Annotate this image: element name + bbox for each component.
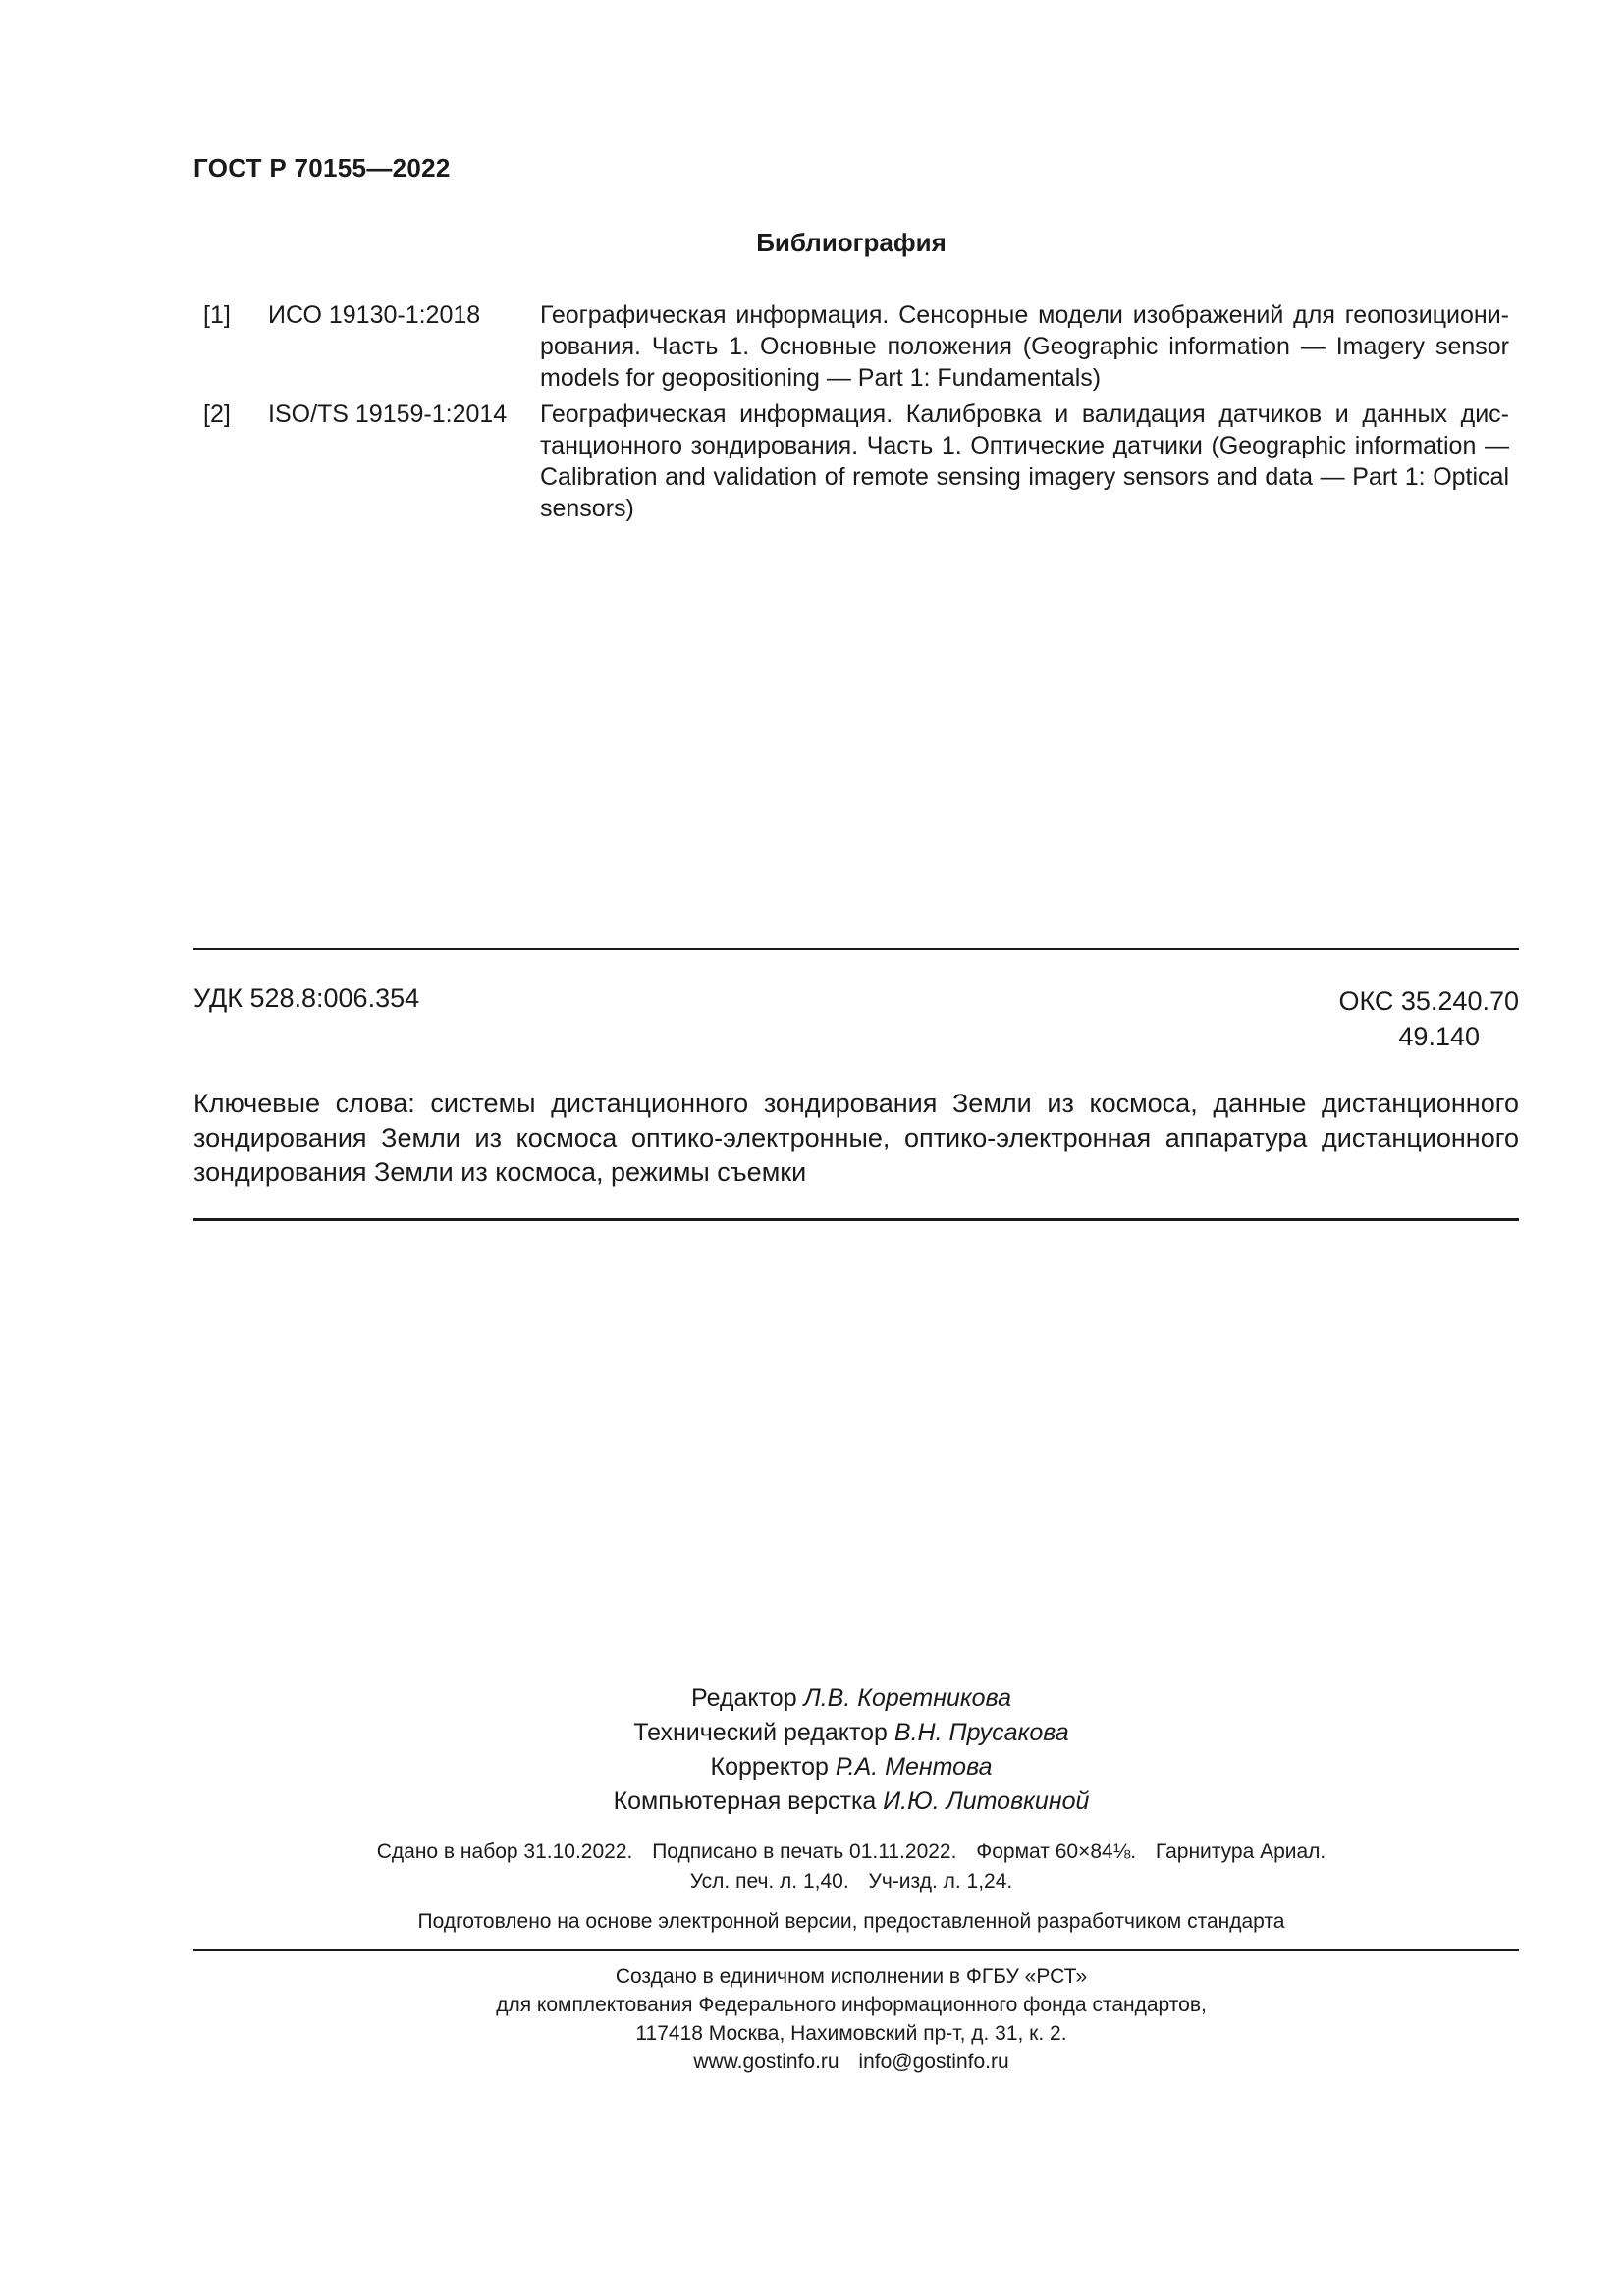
entry-title-line: models for geopositioning — Part 1: Fundamentals) [540,364,1102,392]
print-sheets: Усл. печ. л. 1,40. [689,1870,849,1893]
entry-number: [2] [203,400,231,428]
print-info-line [79,1838,1624,1867]
footer [0,1962,1624,2076]
publication-sheets: Уч-изд. л. 1,24. [868,1870,1013,1893]
oks-codes [1338,984,1519,1054]
entry-title-line: рования. Часть 1. Основные положения (Geographic information — Imagery sensor [540,333,1509,360]
keywords-line: зондирования Земли из космоса, режимы съемки [193,1157,807,1187]
credit-role: Технический редактор [633,1719,888,1746]
paper-format: Формат 60×84⅛. [976,1841,1137,1863]
document-code: ГОСТ Р 70155—2022 [193,153,451,183]
udk-code: УДК 528.8:006.354 [193,984,420,1013]
entry-title-line: танционного зондирования. Часть 1. Оптические датчики (Geographic information — [540,432,1509,459]
credit-role: Редактор [691,1684,797,1712]
credit-line [79,1716,1624,1750]
prepared-note: Подготовлено на основе электронной версии, предоставленной разработчиком стандарта [417,1910,1285,1933]
footer-line: Создано в единичном исполнении в ФГБУ «РСТ» [615,1965,1088,1988]
credit-role: Компьютерная верстка [613,1788,877,1815]
email-link[interactable]: info@gostinfo.ru [858,2051,1009,2073]
credit-line [79,1785,1624,1819]
credit-name: В.Н. Прусакова [893,1719,1069,1746]
entry-number: [1] [203,301,231,329]
bibliography-title: Библиография [756,228,947,257]
bibliography-entry [203,299,1509,398]
divider-top [193,948,1519,950]
entry-title-line: Географическая информация. Сенсорные модели изображений для геопозициони- [540,301,1509,329]
credit-line [79,1682,1624,1716]
signed-date: Подписано в печать 01.11.2022. [652,1841,957,1863]
keywords [193,1087,1519,1190]
credit-name: И.Ю. Литовкиной [883,1788,1090,1815]
credit-name: Р.А. Ментова [835,1753,993,1781]
entry-title-line: Calibration and validation of remote sensing imagery sensors and data — Part 1: Optical [540,463,1509,491]
credit-line [79,1750,1624,1785]
credit-name: Л.В. Коретникова [803,1684,1011,1712]
footer-line: для комплектования Федерального информационного фонда стандартов, [496,1994,1207,2016]
oks-code-line: ОКС 35.240.70 [1338,987,1519,1016]
footer-line: 117418 Москва, Нахимовский пр-т, д. 31, к. 2. [635,2022,1067,2045]
typeface: Гарнитура Ариал. [1155,1841,1326,1863]
divider-keywords [193,1218,1519,1221]
footer-contacts [79,2048,1624,2076]
website-link[interactable]: www.gostinfo.ru [693,2051,839,2073]
submitted-date: Сдано в набор 31.10.2022. [376,1841,633,1863]
print-info-line [79,1867,1624,1896]
divider-footer [193,1949,1519,1951]
entry-standard-code: ISO/TS 19159-1:2014 [268,400,508,428]
entry-title-line: Географическая информация. Калибровка и валидация датчиков и данных дис- [540,400,1509,428]
credit-role: Корректор [710,1753,829,1781]
entry-title [540,299,1509,394]
entry-title [540,399,1509,524]
entry-standard-code: ИСО 19130-1:2018 [268,301,481,329]
credits [0,1682,1624,1819]
print-info [0,1838,1624,1896]
oks-code-line: 49.140 [1398,1022,1480,1051]
bibliography-entry [203,399,1509,526]
entry-title-line: sensors) [540,495,634,522]
keywords-line: Ключевые слова: системы дистанционного зондирования Земли из космоса, данные дистанционного [193,1089,1519,1118]
keywords-line: зондирования Земли из космоса оптико-электронные, оптико-электронная аппаратура дистанционного [193,1123,1519,1152]
